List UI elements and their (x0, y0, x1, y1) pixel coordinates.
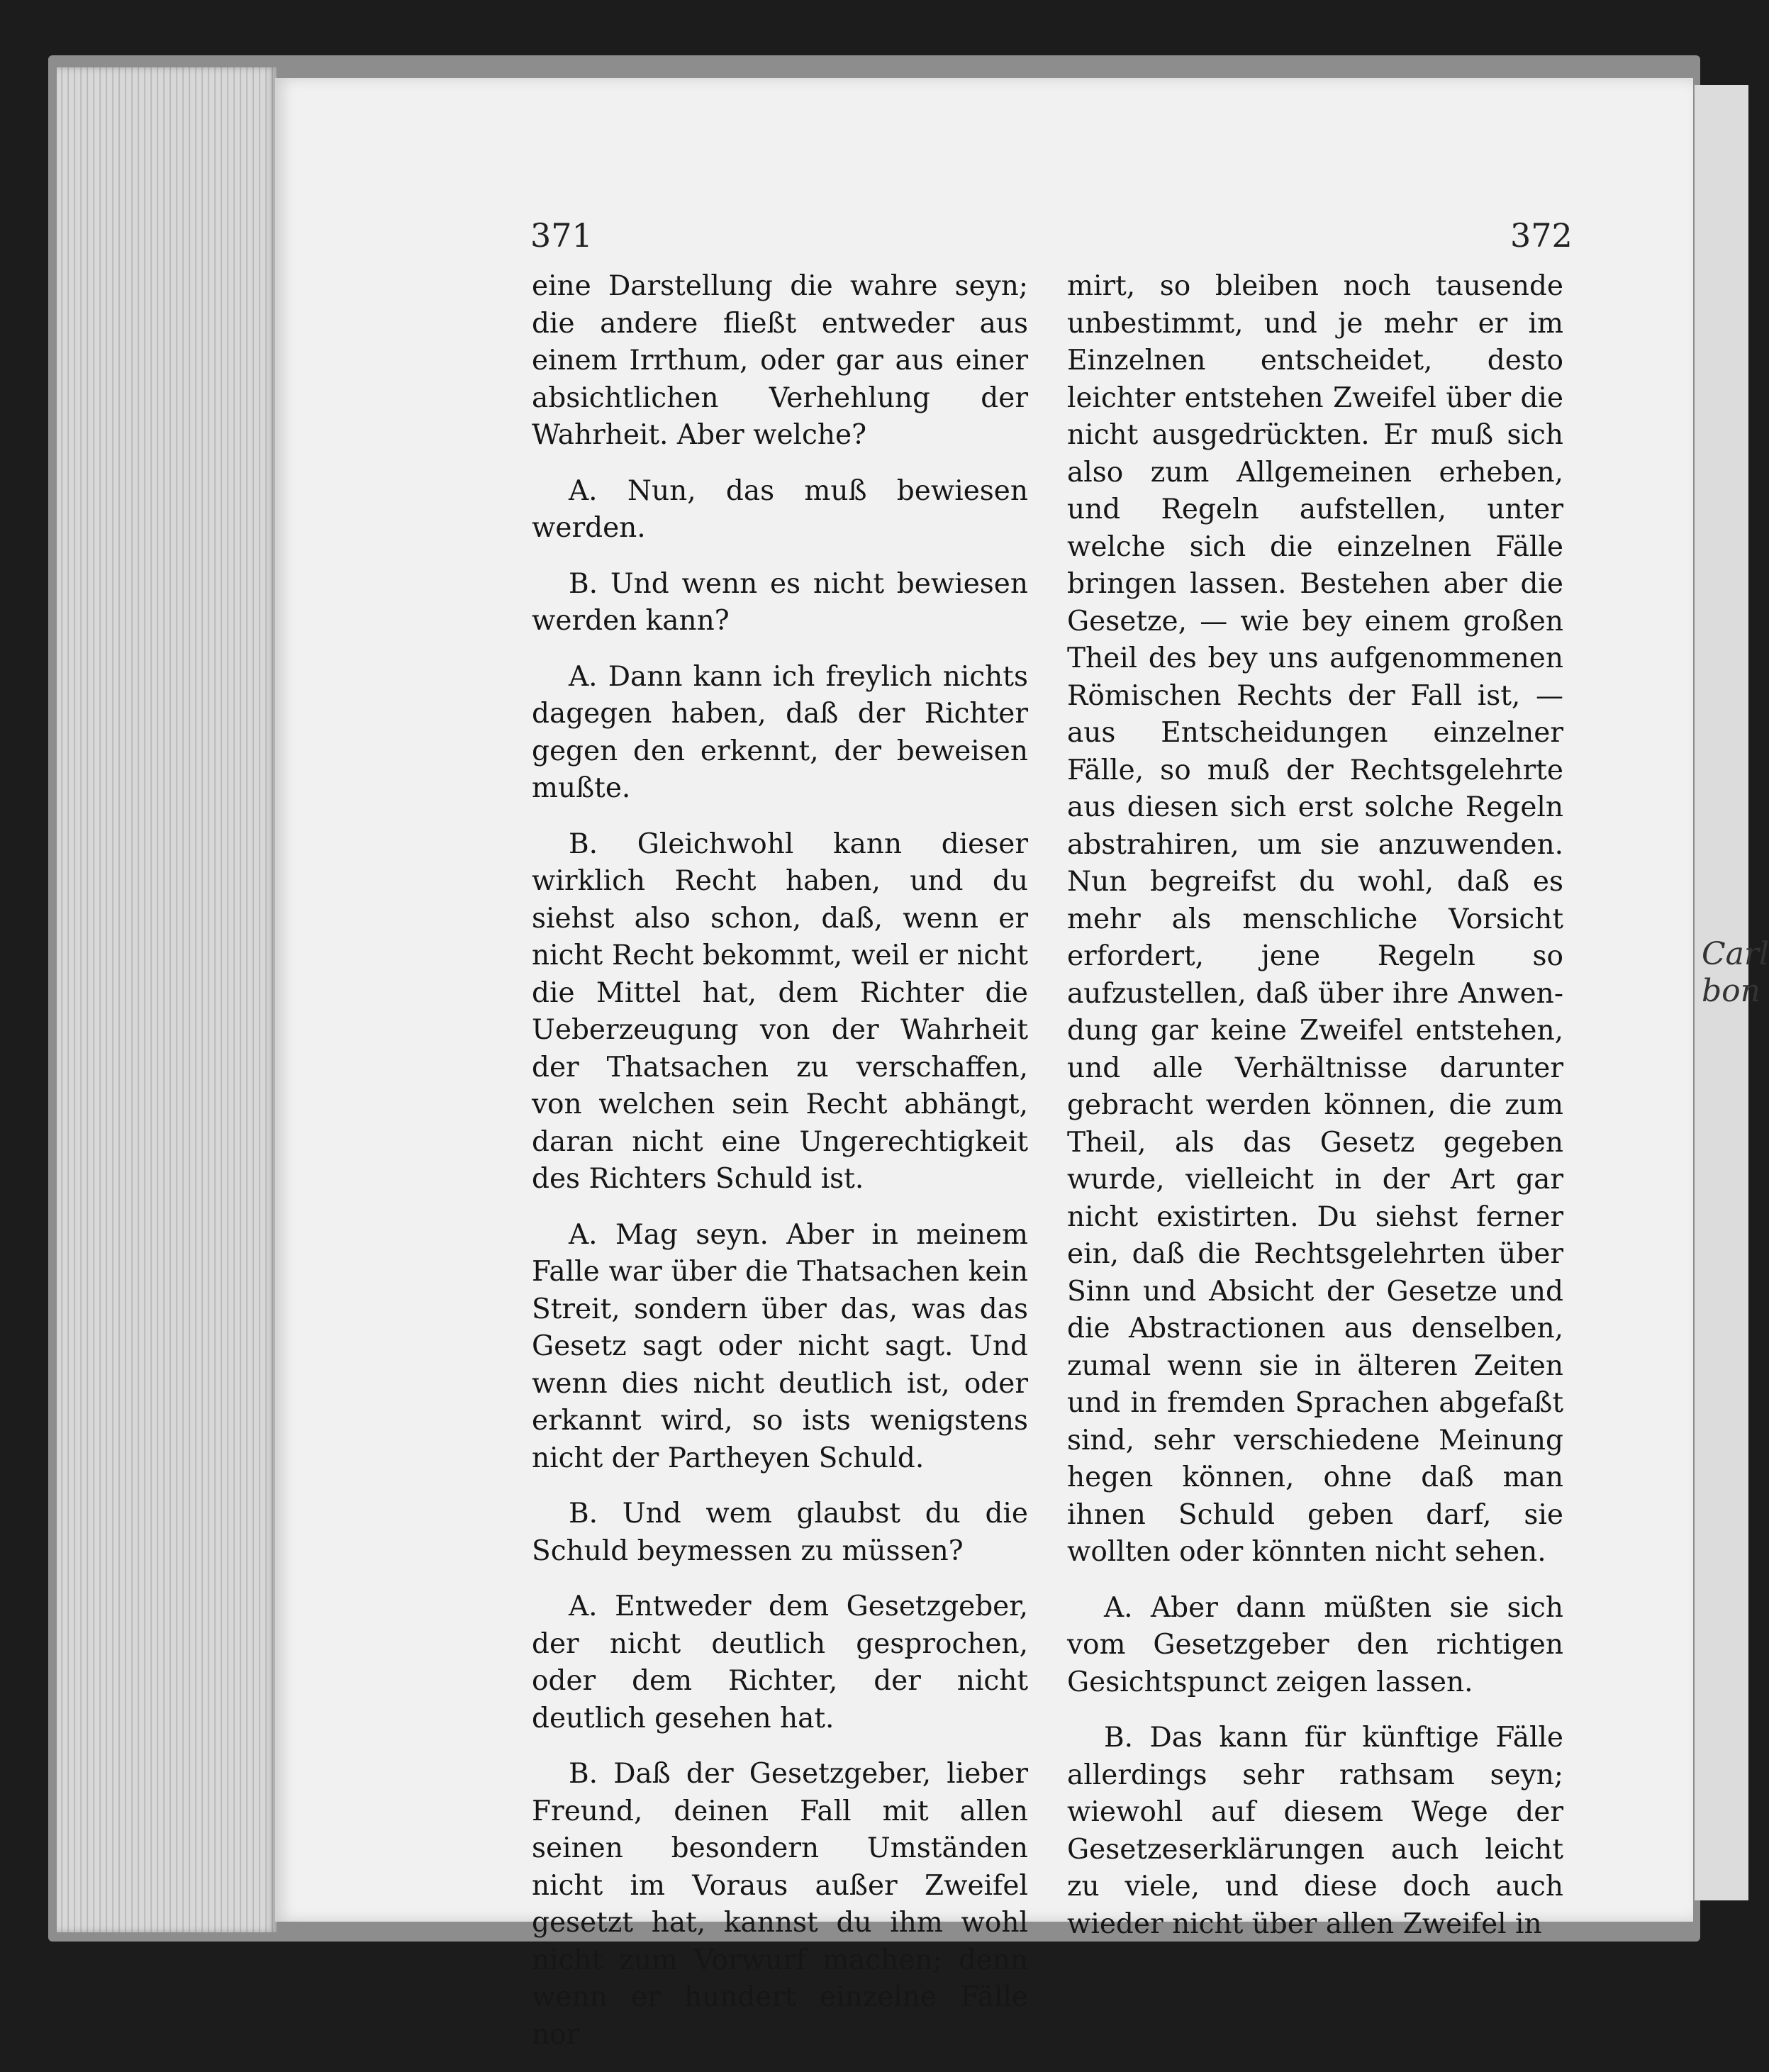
paragraph: B. Und wem glaubst du die Schuld beymessen zu müssen? (532, 1498, 1028, 1567)
paragraph: A. Dann kann ich freylich nichts dagegen haben, daß der Richter gegen den erkennt, der beweisen mußte. (532, 660, 1028, 804)
page-edges (57, 67, 277, 1932)
paragraph: B. Und wenn es nicht bewiesen werden kann? (532, 567, 1028, 637)
margin-note (1702, 936, 1769, 1010)
paragraph: B. Gleichwohl kann dieser wirklich Recht haben, und du siehst also schon, daß, wenn er nicht Recht bekommt, weil er nicht die Mittel hat, dem Richter die Ueberzeugung von der Wahrheit der Thatsachen zu verschaffen, von welchen sein Recht abhängt, daran nicht eine Ungerechtigkeit des Richters Schuld ist. (532, 828, 1028, 1195)
paragraph: A. Mag seyn. Aber in meinem Falle war über die Thatsachen kein Streit, sondern über das, was das Gesetz sagt oder nicht sagt. Und wenn dies nicht deutlich ist, oder erkannt wird, so ists wenigstens nicht der Partheyen Schuld. (532, 1218, 1028, 1474)
paragraph: A. Aber dann müßten sie sich vom Gesetzgeber den richtigen Gesichtspunct zeigen lassen. (1067, 1591, 1563, 1698)
right-page-number: 372 (1510, 216, 1573, 255)
paragraph: mirt, so bleiben noch tausende unbestimmt, und je mehr er im Einzelnen entscheidet, desto leichter entstehen Zweifel über die nicht ausgedrückten. Er muß sich also zum Allgemeinen erheben, und Regeln aufstellen, unter welche sich die einzelnen Fälle bringen lassen. Bestehen aber die Gesetze, — wie bey einem großen Theil des bey uns aufgenommenen Römischen Rechts der Fall ist, — aus Entscheidungen einzelner Fälle, so muß der Rechtsgelehrte aus diesen sich erst solche Regeln abstrahiren, um sie anzuwenden. Nun begreifst du wohl, daß es mehr als menschliche Vorsicht erfordert, jene Regeln so aufzustellen, daß über ihre Anwendung gar keine Zweifel entstehen, und alle Verhältnisse darunter gebracht werden können, die zum Theil, als das Gesetz gegeben wurde, vielleicht in der Art gar nicht existirten. Du siehst ferner ein, daß die Rechtsgelehrten über Sinn und Absicht der Gesetze und die Abstractionen aus denselben, zumal wenn sie in älteren Zeiten und in fremden Sprachen abgefaßt sind, sehr verschiedene Meinung hegen können, ohne daß man ihnen Schuld geben darf, sie wollten oder könnten nicht sehen. (1067, 270, 1563, 1568)
paragraph: A. Entweder dem Gesetzgeber, der nicht deutlich gesprochen, oder dem Richter, der nicht deutlich gesehen hat. (532, 1591, 1028, 1734)
margin-note-line: Carl (1702, 936, 1769, 972)
right-column-text (1067, 268, 1563, 1961)
margin-note-line: bon (1702, 973, 1760, 1009)
left-column-text (532, 268, 1028, 2072)
paragraph: A. Nun, das muß bewiesen werden. (532, 474, 1028, 544)
paragraph: B. Das kann für künftige Fälle allerdings sehr rathsam seyn; wiewohl auf diesem Wege der Gesetzeserklärungen auch leicht zu viele, und diese doch auch wieder nicht über allen Zweifel in (1067, 1722, 1563, 1940)
paragraph: eine Darstellung die wahre seyn; die andere fließt entweder aus einem Irrthum, oder gar aus einer absichtlichen Verhehlung der Wahrheit. Aber welche? (532, 270, 1028, 451)
paragraph: B. Daß der Gesetzgeber, lieber Freund, deinen Fall mit allen seinen besondern Umständen nicht im Voraus außer Zweifel gesetzt hat, kannst du ihm wohl nicht zum Vorwurf machen; denn wenn er hundert einzelne Fälle nor (532, 1758, 1028, 2051)
left-page-number: 371 (530, 216, 593, 255)
